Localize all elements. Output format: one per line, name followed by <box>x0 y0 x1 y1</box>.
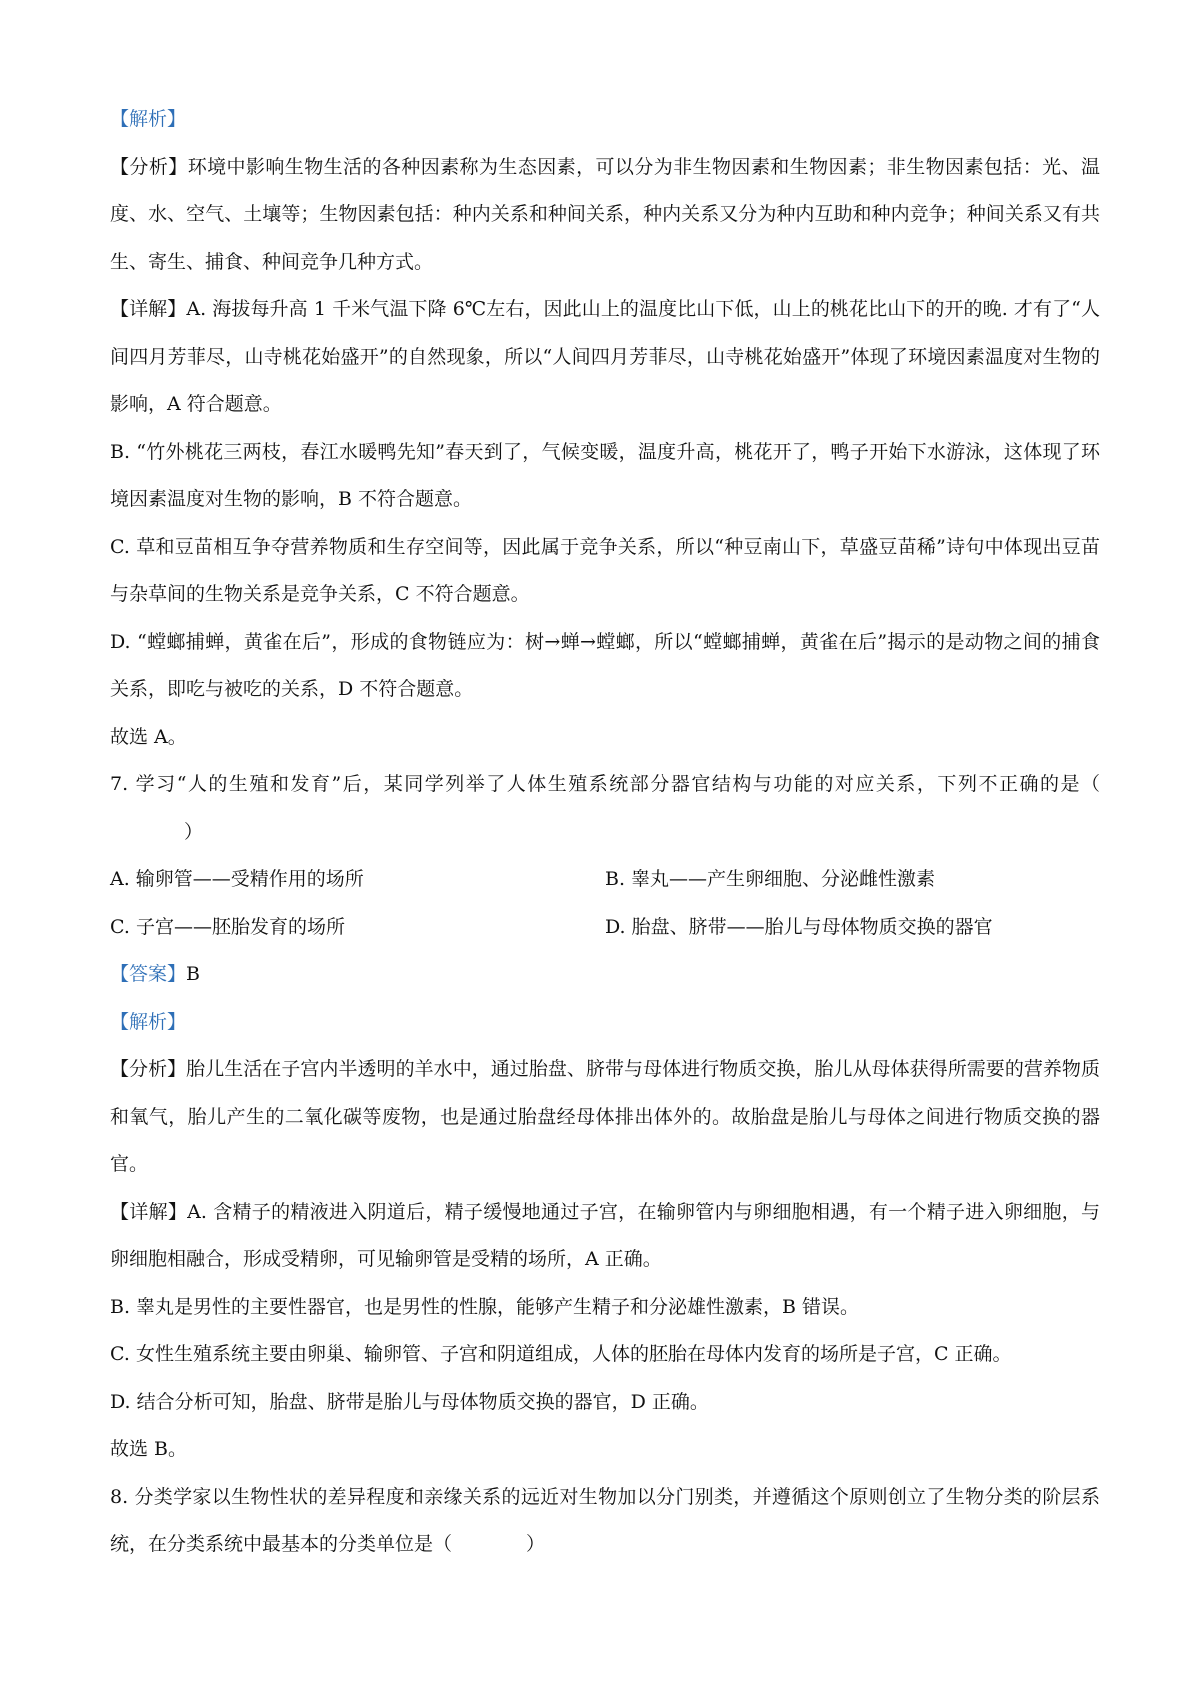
q7-option-c: C. 子宫——胚胎发育的场所 <box>110 915 345 938</box>
analysis-text: 环境中影响生物生活的各种因素称为生态因素，可以分为非生物因素和生物因素；非生物因素包括：光、温度、水、空气、土壤等；生物因素包括：种内关系和种间关系，种内关系又分为种内互助和种内竞争；种间关系又有共生、寄生、捕食、种间竞争几种方式。 <box>110 155 1100 273</box>
answer-tag: 【答案】 <box>110 963 187 985</box>
detail-tag: 【详解】 <box>110 1200 188 1223</box>
q7-stem-close: ） <box>184 820 204 843</box>
q6-jiexi-heading <box>110 96 1100 144</box>
q7-detail-a <box>110 1189 1100 1284</box>
analysis-tag: 【分析】 <box>110 1058 187 1080</box>
q7-detail-c: C. 女性生殖系统主要由卵巢、输卵管、子宫和阴道组成，人体的胚胎在母体内发育的场所是子宫，C 正确。 <box>110 1343 1012 1365</box>
detail-tag: 【详解】 <box>110 298 187 320</box>
q8-stem-close: ） <box>526 1533 546 1555</box>
q7-option-b: B. 睾丸——产生卵细胞、分泌雌性激素 <box>605 868 936 890</box>
q8-stem-text: 8. 分类学家以生物性状的差异程度和亲缘关系的远近对生物加以分门别类，并遵循这个原则创立了生物分类的阶层系统，在分类系统中最基本的分类单位是（ <box>110 1485 1100 1555</box>
answer-value: B <box>186 963 200 985</box>
q7-analysis <box>110 1046 1100 1189</box>
q7-options-row-1 <box>110 856 1100 904</box>
q7-option-a: A. 输卵管——受精作用的场所 <box>110 868 364 890</box>
q6-detail-b: B. “竹外桃花三两枝，春江水暖鸭先知”春天到了，气候变暖，温度升高，桃花开了，鸭子开始下水游泳，这体现了环境因素温度对生物的影响，B 不符合题意。 <box>110 440 1100 510</box>
detail-a-text: A. 海拔每升高 1 千米气温下降 6℃左右，因此山上的温度比山下低，山上的桃花比山下的开的晚. 才有了“人间四月芳菲尽，山寺桃花始盛开”的自然现象，所以“人间四月芳菲尽，山寺桃花始盛开”体现了环境因素温度对生物的影响，A 符合题意。 <box>110 298 1100 415</box>
analysis-tag: 【分析】 <box>110 155 188 178</box>
q7-conclusion: 故选 B。 <box>110 1438 188 1460</box>
q6-analysis <box>110 144 1100 287</box>
q6-conclusion: 故选 A。 <box>110 725 187 748</box>
q7-option-d: D. 胎盘、脐带——胎儿与母体物质交换的器官 <box>605 915 993 938</box>
q7-options-row-2 <box>110 904 1100 952</box>
jiexi-tag: 【解析】 <box>110 108 187 130</box>
q8-stem <box>110 1474 1100 1569</box>
analysis-text: 胎儿生活在子宫内半透明的羊水中，通过胎盘、脐带与母体进行物质交换，胎儿从母体获得所需要的营养物质和氧气，胎儿产生的二氧化碳等废物，也是通过胎盘经母体排出体外的。故胎盘是胎儿与母体之间进行物质交换的器官。 <box>110 1058 1100 1175</box>
detail-a-text: A. 含精子的精液进入阴道后，精子缓慢地通过子宫，在输卵管内与卵细胞相遇，有一个精子进入卵细胞，与卵细胞相融合，形成受精卵，可见输卵管是受精的场所，A 正确。 <box>110 1200 1100 1270</box>
q7-jiexi-heading <box>110 999 1100 1047</box>
jiexi-tag: 【解析】 <box>110 1010 187 1033</box>
q6-detail-c: C. 草和豆苗相互争夺营养物质和生存空间等，因此属于竞争关系，所以“种豆南山下，草盛豆苗稀”诗句中体现出豆苗与杂草间的生物关系是竞争关系，C 不符合题意。 <box>110 535 1100 605</box>
document-page <box>110 96 1100 1569</box>
q7-stem <box>110 761 1100 856</box>
q6-detail-a <box>110 286 1100 429</box>
q7-answer <box>110 951 1100 999</box>
q7-stem-text: 7. 学习“人的生殖和发育”后，某同学列举了人体生殖系统部分器官结构与功能的对应关系，下列不正确的是（ <box>110 773 1100 795</box>
q7-detail-d: D. 结合分析可知，胎盘、脐带是胎儿与母体物质交换的器官，D 正确。 <box>110 1390 709 1413</box>
q7-detail-b: B. 睾丸是男性的主要性器官，也是男性的性腺，能够产生精子和分泌雄性激素，B 错误。 <box>110 1295 860 1318</box>
q6-detail-d: D. “螳螂捕蝉，黄雀在后”，形成的食物链应为：树→蝉→螳螂，所以“螳螂捕蝉，黄雀在后”揭示的是动物之间的捕食关系，即吃与被吃的关系，D 不符合题意。 <box>110 630 1100 700</box>
